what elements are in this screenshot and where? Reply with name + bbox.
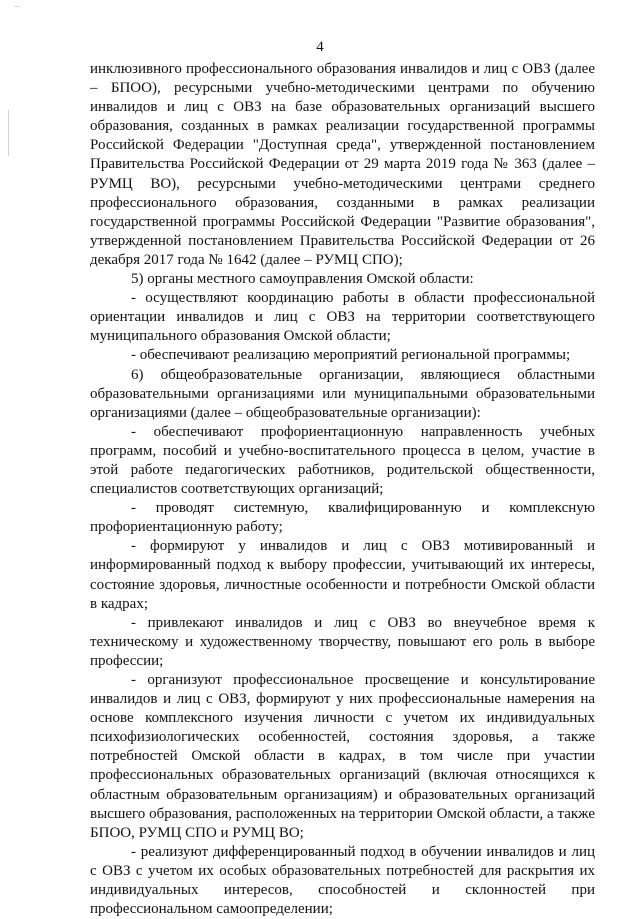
margin-scan-mark	[8, 110, 9, 156]
paragraph-item-6-orientation: - обеспечивают профориентационную направленность учебных программ, пособий и учебно-воспитательного процесса в целом, участие в этой работе педагогических работников, родительской общественности, специалистов соответствующих организаций;	[90, 423, 595, 498]
paragraph-item-6-differentiated-approach: - реализуют дифференцированный подход в обучении инвалидов и лиц с ОВЗ с учетом их особых образовательных потребностей для раскрытия их индивидуальных интересов, способностей и склонностей при профессиональном самоопределении;	[90, 843, 595, 918]
paragraph-intro: инклюзивного профессионального образования инвалидов и лиц с ОВЗ (далее – БПОО), ресурсными учебно-методическими центрами по обучению инвалидов и лиц с ОВЗ на базе образовательных организаций высшего образования, созданных в рамках реализации государственной программы Российской Федерации "Доступная среда", утвержденной постановлением Правительства Российской Федерации от 29 марта 2019 года № 363 (далее – РУМЦ ВО), ресурсными учебно-методическими центрами среднего профессионального образования, созданными в рамках реализации государственной программы Российской Федерации "Развитие образования", утвержденной постановлением Правительства Российской Федерации от 26 декабря 2017 года № 1642 (далее – РУМЦ СПО);	[90, 61, 595, 268]
page-number: 4	[316, 39, 324, 55]
margin-scan-dot	[14, 6, 20, 7]
paragraph-item-6-systematic-work: - проводят системную, квалифицированную и комплексную профориентационную работу;	[90, 500, 595, 536]
paragraph-item-5-coordination: - осуществляют координацию работы в области профессиональной ориентации инвалидов и лиц с ОВЗ на территории соответствующего муниципального образования Омской области;	[90, 290, 595, 345]
paragraph-item-6-choice-approach: - формируют у инвалидов и лиц с ОВЗ мотивированный и информированный подход к выбору профессии, учитывающий их интересы, состояние здоровья, личностные особенности и потребности Омской области в кадрах;	[90, 538, 595, 612]
paragraph-item-5: 5) органы местного самоуправления Омской области:	[131, 271, 474, 288]
paragraph-item-6: 6) общеобразовательные организации, являющиеся областными образовательными организациями или муниципальными образовательными организациями (далее – общеобразовательные организации):	[90, 366, 595, 421]
paragraph-item-6-creativity: - привлекают инвалидов и лиц с ОВЗ во внеучебное время к техническому и художественному творчеству, повышают его роль в выборе профессии;	[90, 614, 595, 669]
paragraph-item-6-counseling: - организуют профессиональное просвещение и консультирование инвалидов и лиц с ОВЗ, формируют у них профессиональные намерения на основе комплексного изучения личности с учетом их индивидуальных психофизиологических особенностей, состояния здоровья, а также потребностей Омской области в кадрах, в том числе при участии профессиональных образовательных организаций (включая относящихся к областным образовательным организациям) и образовательных организаций высшего образования, расположенных на территории Омской области, а также БПОО, РУМЦ СПО и РУМЦ ВО;	[90, 672, 595, 841]
paragraph-item-5-program: - обеспечивают реализацию мероприятий региональной программы;	[131, 347, 571, 364]
document-body	[90, 60, 595, 919]
